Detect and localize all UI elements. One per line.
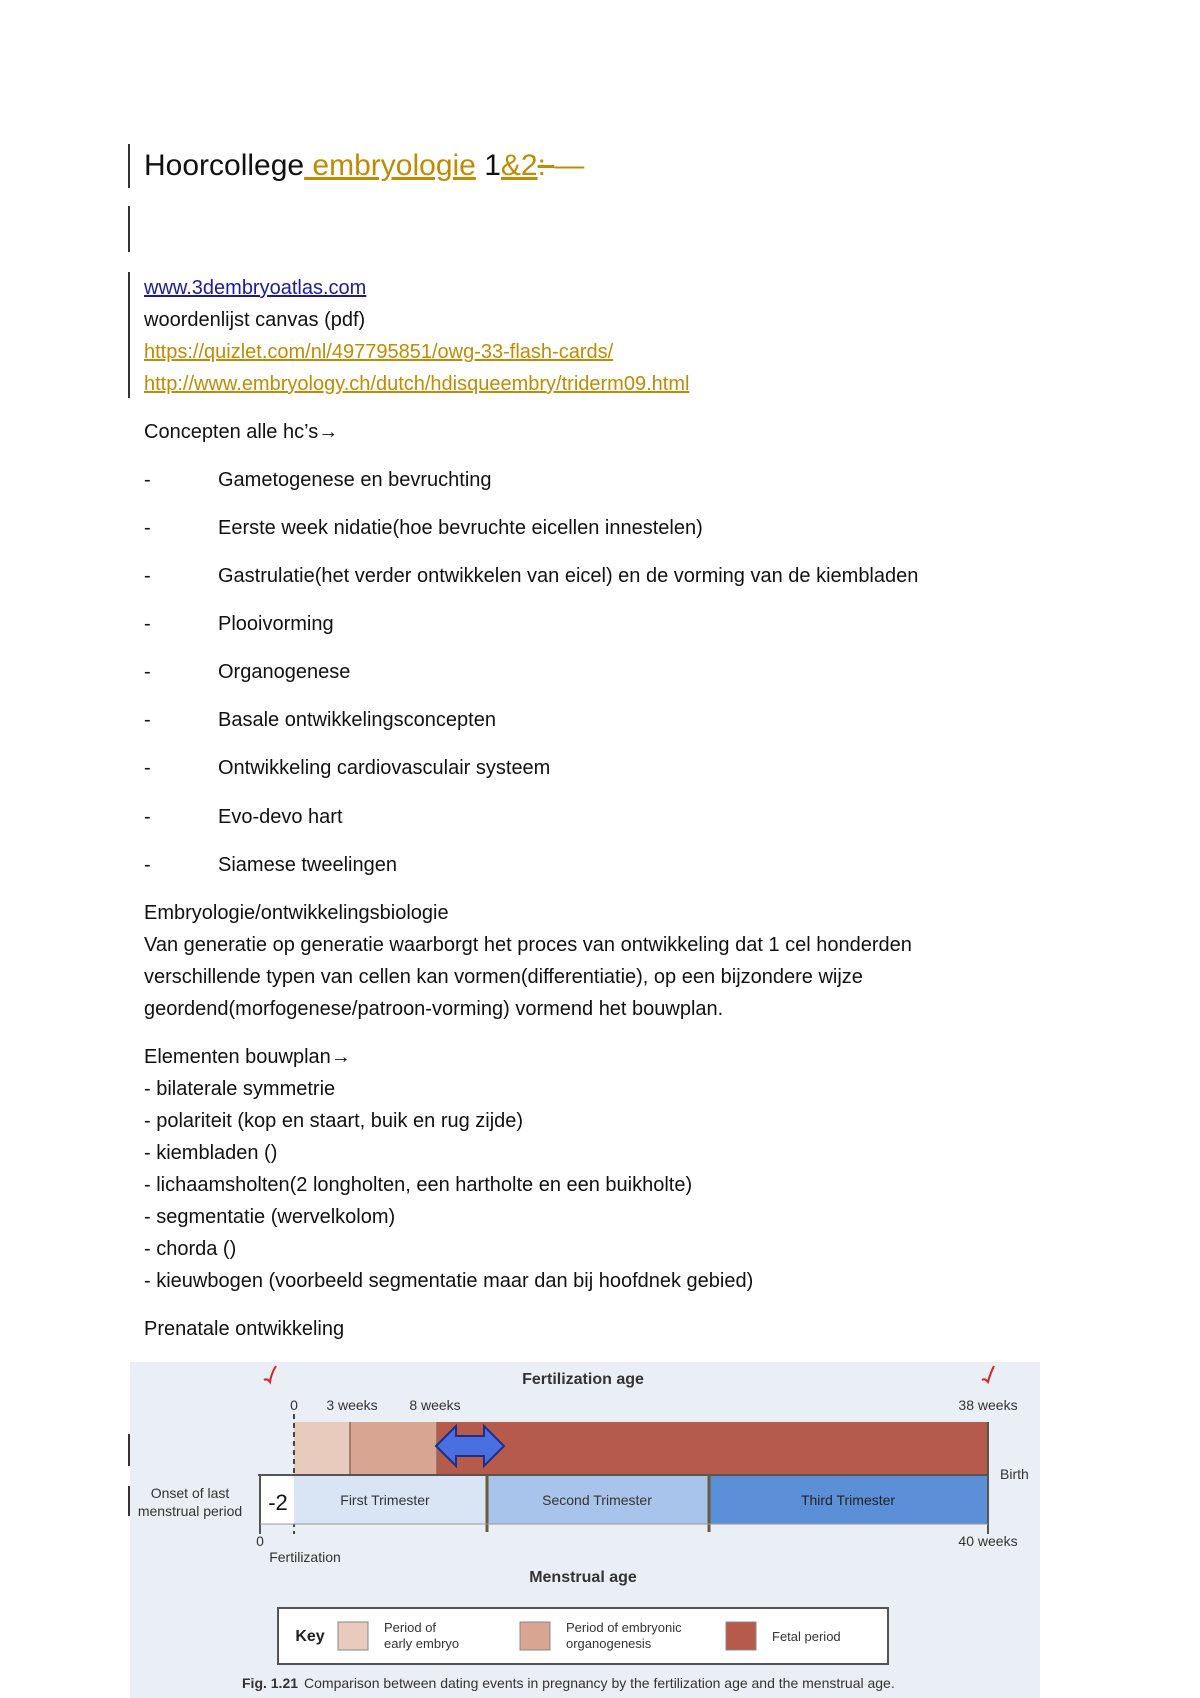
second-trimester-label: Second Trimester — [542, 1492, 652, 1508]
key2-line1: Period of embryonic — [566, 1620, 682, 1635]
tick-3-weeks: 3 weeks — [326, 1397, 378, 1413]
title-text-number: 1 — [475, 149, 501, 182]
change-bar — [128, 1486, 130, 1516]
link-quizlet[interactable]: https://quizlet.com/nl/497795851/owg-33-flash-cards/ — [144, 341, 614, 363]
birth-label: Birth — [1000, 1466, 1029, 1482]
embryology-heading: Embryologie/ontwikkelingsbiologie — [144, 902, 449, 924]
fertilization-label: Fertilization — [269, 1549, 341, 1565]
bouwplan-heading: Elementen bouwplan→ — [144, 1046, 351, 1068]
list-item: - Eerste week nidatie(hoe bevruchte eicellen innestelen) — [144, 517, 703, 539]
key3-label: Fetal period — [772, 1629, 841, 1644]
bottom-tick-0: 0 — [256, 1533, 264, 1549]
key2-line2: organogenesis — [566, 1636, 652, 1651]
paragraph-line: geordend(morfogenese/patroon-vorming) vormend het bouwplan. — [144, 998, 724, 1020]
list-item: - bilaterale symmetrie — [144, 1078, 336, 1100]
third-trimester-label: Third Trimester — [800, 1492, 896, 1508]
minus-two-label: -2 — [268, 1490, 288, 1515]
wordlist-text: woordenlijst canvas (pdf) — [144, 309, 366, 331]
early-embryo-period-bar — [294, 1422, 350, 1474]
pregnancy-dating-figure — [130, 1362, 1040, 1698]
tick-8-weeks: 8 weeks — [409, 1397, 461, 1413]
list-item: - segmentatie (wervelkolom) — [144, 1206, 396, 1228]
key-label: Key — [295, 1628, 325, 1645]
change-bar — [128, 1434, 130, 1466]
list-item: - polariteit (kop en staart, buik en rug zijde) — [144, 1110, 524, 1132]
change-bar — [128, 144, 130, 188]
list-item: - kieuwbogen (voorbeeld segmentatie maar dan bij hoofdnek gebied) — [144, 1270, 754, 1292]
list-item: - lichaamsholten(2 longholten, een hartholte en een buikholte) — [144, 1174, 693, 1196]
red-check-mark — [264, 1366, 276, 1382]
list-item: - Organogenese — [144, 661, 351, 683]
list-item: - Ontwikkeling cardiovasculair systeem — [144, 757, 551, 779]
early-embryo-swatch — [338, 1622, 368, 1650]
prenatal-heading: Prenatale ontwikkeling — [144, 1318, 345, 1340]
list-item: - chorda () — [144, 1238, 237, 1260]
fertilization-age-title: Fertilization age — [522, 1371, 644, 1388]
change-bar — [128, 272, 130, 398]
key1-line2: early embryo — [384, 1636, 460, 1651]
onset-label-line1: Onset of last — [150, 1485, 230, 1501]
tick-0: 0 — [290, 1397, 298, 1413]
key1-line1: Period of — [384, 1620, 437, 1635]
list-item: - Evo-devo hart — [144, 806, 343, 828]
fetal-period-bar — [437, 1422, 988, 1474]
tick-38-weeks: 38 weeks — [958, 1397, 1018, 1413]
organogenesis-period-bar — [350, 1422, 437, 1474]
red-check-mark — [982, 1366, 994, 1382]
concepts-heading: Concepten alle hc’s→ — [144, 421, 339, 443]
title-deleted-dash: — — [554, 149, 585, 182]
bottom-tick-40-weeks: 40 weeks — [958, 1533, 1018, 1549]
paragraph-line: verschillende typen van cellen kan vormen(differentiatie), op een bijzondere wijze — [144, 966, 863, 988]
figure-diagram — [130, 1362, 1040, 1698]
link-embryology[interactable]: http://www.embryology.ch/dutch/hdisqueembry/triderm09.html — [144, 373, 690, 395]
list-item: - Plooivorming — [144, 613, 334, 635]
link-3dembryoatlas[interactable]: www.3dembryoatlas.com — [144, 277, 367, 299]
title-deleted-text: : — [537, 149, 555, 182]
first-trimester-label: First Trimester — [340, 1492, 430, 1508]
title-text: Hoorcollege — [144, 149, 305, 182]
paragraph-line: Van generatie op generatie waarborgt het proces van ontwikkeling dat 1 cel honderden — [144, 934, 912, 956]
title-inserted-number: &2 — [500, 149, 538, 182]
title-inserted-text: embryologie — [304, 149, 476, 182]
fetal-swatch — [726, 1622, 756, 1650]
list-item: - Gastrulatie(het verder ontwikkelen van eicel) en de vorming van de kiembladen — [144, 565, 919, 587]
menstrual-age-title: Menstrual age — [529, 1569, 637, 1586]
list-item: - Basale ontwikkelingsconcepten — [144, 709, 496, 731]
onset-label-line2: menstrual period — [137, 1503, 243, 1519]
change-bar — [128, 206, 130, 252]
page-title — [144, 146, 584, 186]
organogenesis-swatch — [520, 1622, 550, 1650]
list-item: - Gametogenese en bevruchting — [144, 469, 492, 491]
list-item: - Siamese tweelingen — [144, 854, 397, 876]
figure-caption: Fig. 1.21 Comparison between dating events in pregnancy by the fertilization age and the menstrual age. — [242, 1675, 895, 1691]
list-item: - kiembladen () — [144, 1142, 278, 1164]
